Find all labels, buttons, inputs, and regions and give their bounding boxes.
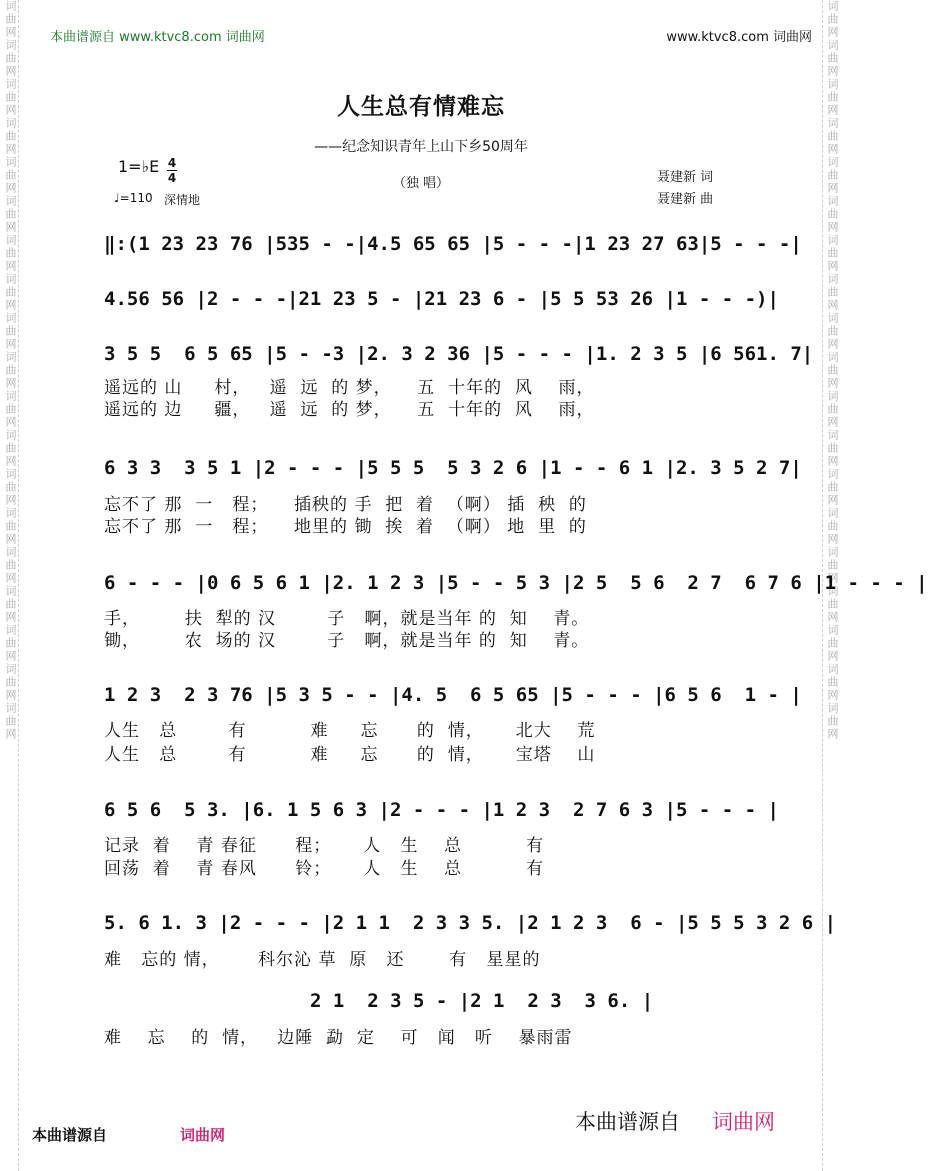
score-line-7-notes: 6 5 6 5 3. |6. 1 5 6 3 |2 - - - |1 2 3 2 7 6 3 |5 - - - |: [104, 799, 779, 821]
song-subtitle: ——纪念知识青年上山下乡50周年: [314, 139, 528, 155]
score-line-6-lyrics-verse-2: 人生 总 有 难 忘 的 情， 宝塔 山: [104, 745, 596, 765]
score-line-6-notes: 1 2 3 2 3 76 |5 3 5 - - |4. 5 6 5 65 |5 - - - |6 5 6 1 - |: [104, 684, 802, 706]
score-line-1-notes: ‖:(1 23 23 76 |535 - -|4.5 65 65 |5 - - -|1 23 27 63|5 - - -|: [104, 233, 802, 255]
score-line-9-lyrics-verse-1: 难 忘 的 情， 边陲 勐 定 可 闻 听 暴雨雷: [104, 1028, 573, 1048]
time-signature-bottom: 4: [167, 171, 177, 185]
score-line-7-lyrics-verse-1: 记录 着 青 春征 程； 人 生 总 有: [104, 836, 545, 856]
performance-type: （独 唱）: [392, 176, 450, 191]
score-line-4-notes: 6 3 3 3 5 1 |2 - - - |5 5 5 5 3 2 6 |1 - - 6 1 |2. 3 5 2 7|: [104, 457, 802, 479]
score-line-8-lyrics-verse-1: 难 忘的 情， 科尔沁 草 原 还 有 星星的: [104, 950, 541, 970]
score-line-2-notes: 4.56 56 |2 - - -|21 23 5 - |21 23 6 - |5 5 53 26 |1 - - -)|: [104, 288, 779, 310]
composer-credit: 聂建新 曲: [657, 192, 714, 207]
score-line-8-notes: 5. 6 1. 3 |2 - - - |2 1 1 2 3 3 5. |2 1 2 3 6 - |5 5 5 3 2 6 |: [104, 912, 837, 934]
score-line-5-lyrics-verse-1: 手， 扶 犁的 汉 子 啊，就是当年 的 知 青。: [104, 609, 590, 629]
score-line-3-notes: 3 5 5 6 5 65 |5 - -3 |2. 3 2 36 |5 - - - |1. 2 3 5 |6 561. 7|: [104, 343, 814, 365]
score-line-4-lyrics-verse-2: 忘不了 那 一 程； 地里的 锄 挨 着 （啊） 地 里 的: [104, 517, 587, 537]
score-line-5-lyrics-verse-2: 锄， 农 场的 汉 子 啊，就是当年 的 知 青。: [104, 631, 590, 651]
footer-brand-right[interactable]: 词曲网: [712, 1110, 775, 1134]
side-watermark-right: 词曲网词曲网词曲网词曲网词曲网词曲网词曲网词曲网词曲网词曲网词曲网词曲网词曲网词曲网词曲网词曲网词曲网词曲网词曲网: [826, 0, 839, 741]
tempo-marking: ♩=110: [114, 191, 153, 205]
score-line-3-lyrics-verse-2: 遥远的 边 疆， 遥 远 的 梦， 五 十年的 风 雨，: [104, 400, 595, 420]
footer-source-right: 本曲谱源自: [575, 1110, 680, 1134]
score-line-5-notes: 6 - - - |0 6 5 6 1 |2. 1 2 3 |5 - - 5 3 |2 5 5 6 2 7 6 7 6 |1 - - - |: [104, 572, 928, 594]
score-line-4-lyrics-verse-1: 忘不了 那 一 程； 插秧的 手 把 着 （啊） 插 秧 的: [104, 495, 587, 515]
header-source-right[interactable]: www.ktvc8.com 词曲网: [666, 30, 812, 45]
score-line-3-lyrics-verse-1: 遥远的 山 村， 遥 远 的 梦， 五 十年的 风 雨，: [104, 378, 595, 398]
score-line-6-lyrics-verse-1: 人生 总 有 难 忘 的 情， 北大 荒: [104, 721, 596, 741]
side-watermark-left: 词曲网词曲网词曲网词曲网词曲网词曲网词曲网词曲网词曲网词曲网词曲网词曲网词曲网词曲网词曲网词曲网词曲网词曲网词曲网: [4, 0, 17, 741]
key-signature: 1=♭E: [118, 157, 160, 176]
lyricist-credit: 聂建新 词: [657, 170, 714, 185]
score-line-9-notes: 2 1 2 3 5 - |2 1 2 3 3 6. |: [310, 990, 654, 1012]
footer-brand-left[interactable]: 词曲网: [180, 1126, 226, 1144]
song-title: 人生总有情难忘: [337, 94, 505, 120]
time-signature-top: 4: [167, 156, 177, 170]
header-source-left[interactable]: 本曲谱源自 www.ktvc8.com 词曲网: [50, 30, 265, 45]
expression-marking: 深情地: [164, 193, 201, 207]
footer-source-left: 本曲谱源自: [32, 1126, 108, 1144]
score-line-7-lyrics-verse-2: 回荡 着 青 春风 铃； 人 生 总 有: [104, 859, 545, 879]
